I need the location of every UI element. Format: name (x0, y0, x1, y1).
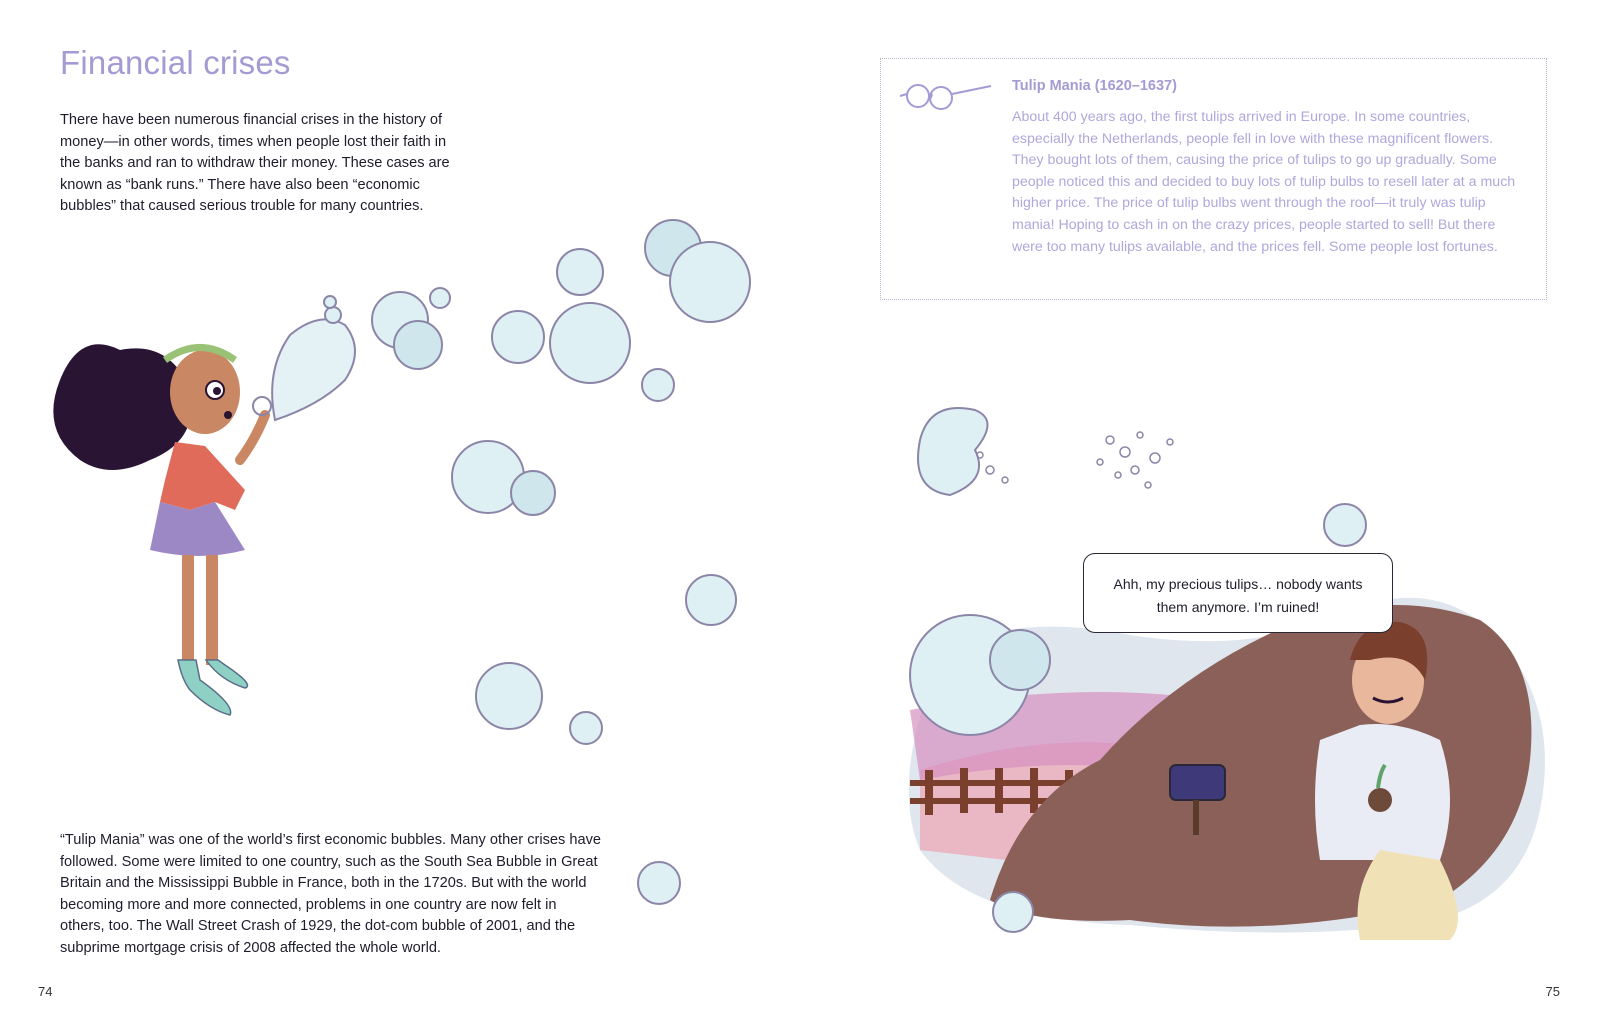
intro-paragraph: There have been numerous financial crises in the history of money—in other words, times when people lost their faith in the banks and ran to withdraw their money. These cases are known as “bank runs.” There have also been “economic bubbles” that caused serious trouble for many countries. (60, 112, 450, 214)
price-sign (1170, 765, 1225, 800)
bubbles-group (272, 220, 750, 904)
girl-blowing-bubbles-illustration (0, 210, 780, 950)
popping-bubble-dots (977, 432, 1173, 488)
outro-paragraph: “Tulip Mania” was one of the world’s first economic bubbles. Many other crises have followed. Some were limited to one country, such as the South Sea Bubble in Great Britain and the Mississippi Bubble in France, both in the 1720s. But with the world becoming more and more connected, problems in one country are now felt in others, too. The Wall Street Crash of 1929, the dot-com bubble of 2001, and the subprime mortgage crisis of 2008 affected the whole world. (60, 832, 602, 956)
page-title: Financial crises (60, 44, 291, 81)
page-number-left: 74 (38, 984, 53, 999)
sidebar-title: Tulip Mania (1620–1637) (1012, 78, 1177, 94)
tulip-seller-illustration (880, 380, 1560, 960)
girl-figure (53, 344, 271, 715)
sidebar-body: About 400 years ago, the first tulips arrived in Europe. In some countries, especially the Netherlands, people fell in love with these magnificent flowers. They bought lots of them, causing the price of tulips to go up gradually. Some people noticed this and decided to buy lots of tulip bulbs to resell later at a much higher price. The price of tulip bulbs went through the roof—it truly was tulip mania! Hoping to cash in on the crazy prices, people started to sell! But there were too many tulips available, and the prices fell. Some people lost fortunes. (1012, 109, 1516, 255)
glasses-icon (896, 74, 996, 118)
speech-bubble-text: Ahh, my precious tulips… nobody wants them anymore. I’m ruined! (1113, 576, 1363, 615)
page-number-right: 75 (1545, 984, 1560, 999)
